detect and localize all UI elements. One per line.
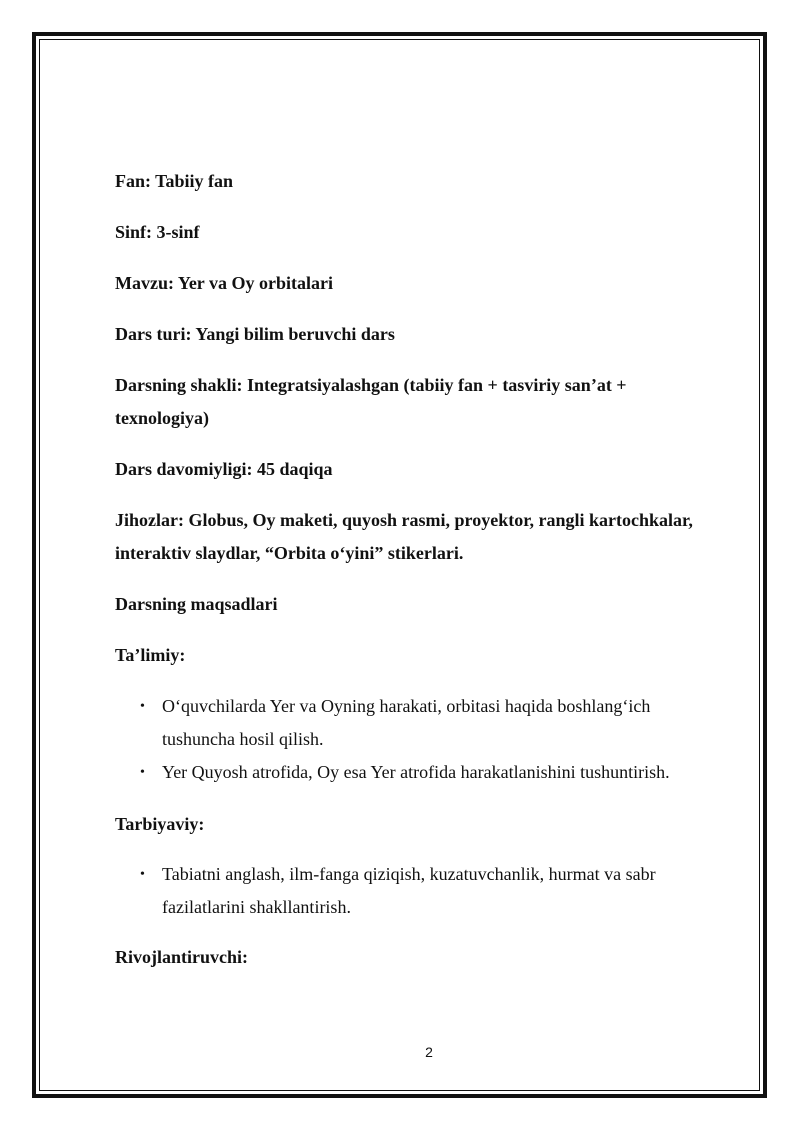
topic-line: Mavzu: Yer va Oy orbitalari (115, 273, 333, 293)
list-item (140, 761, 670, 784)
list-item-text: Tabiatni anglash, ilm-fanga qiziqish, kuzatuvchanlik, hurmat va sabr (162, 864, 656, 884)
equipment-line-1: Jihozlar: Globus, Oy maketi, quyosh rasmi, proyektor, rangli kartochkalar, (115, 510, 693, 530)
list-item-continuation: fazilatlarini shakllantirish. (162, 897, 351, 917)
list-item (140, 863, 656, 886)
bullet-icon: • (140, 699, 145, 714)
list-item-text: O‘quvchilarda Yer va Oyning harakati, orbitasi haqida boshlang‘ich (162, 696, 651, 716)
list-item-text: Yer Quyosh atrofida, Oy esa Yer atrofida harakatlanishini tushuntirish. (162, 762, 670, 782)
goals-heading: Darsning maqsadlari (115, 594, 278, 614)
page-border-inner (39, 39, 760, 1091)
educational-heading: Ta’limiy: (115, 645, 186, 665)
bullet-icon: • (140, 867, 145, 882)
bullet-icon: • (140, 765, 145, 780)
lesson-form-line-1: Darsning shakli: Integratsiyalashgan (tabiiy fan + tasviriy san’at + (115, 375, 627, 395)
grade-line: Sinf: 3-sinf (115, 222, 200, 242)
lesson-type-line: Dars turi: Yangi bilim beruvchi dars (115, 324, 395, 344)
equipment-line-2: interaktiv slaydlar, “Orbita o‘yini” stikerlari. (115, 543, 464, 563)
developmental-heading: Rivojlantiruvchi: (115, 947, 248, 967)
subject-line: Fan: Tabiiy fan (115, 171, 234, 191)
list-item-continuation: tushuncha hosil qilish. (162, 729, 324, 749)
duration-line: Dars davomiyligi: 45 daqiqa (115, 459, 333, 479)
page-number: 2 (425, 1044, 433, 1060)
upbringing-heading: Tarbiyaviy: (115, 814, 205, 834)
lesson-form-line-2: texnologiya) (115, 408, 209, 428)
list-item (140, 695, 650, 718)
